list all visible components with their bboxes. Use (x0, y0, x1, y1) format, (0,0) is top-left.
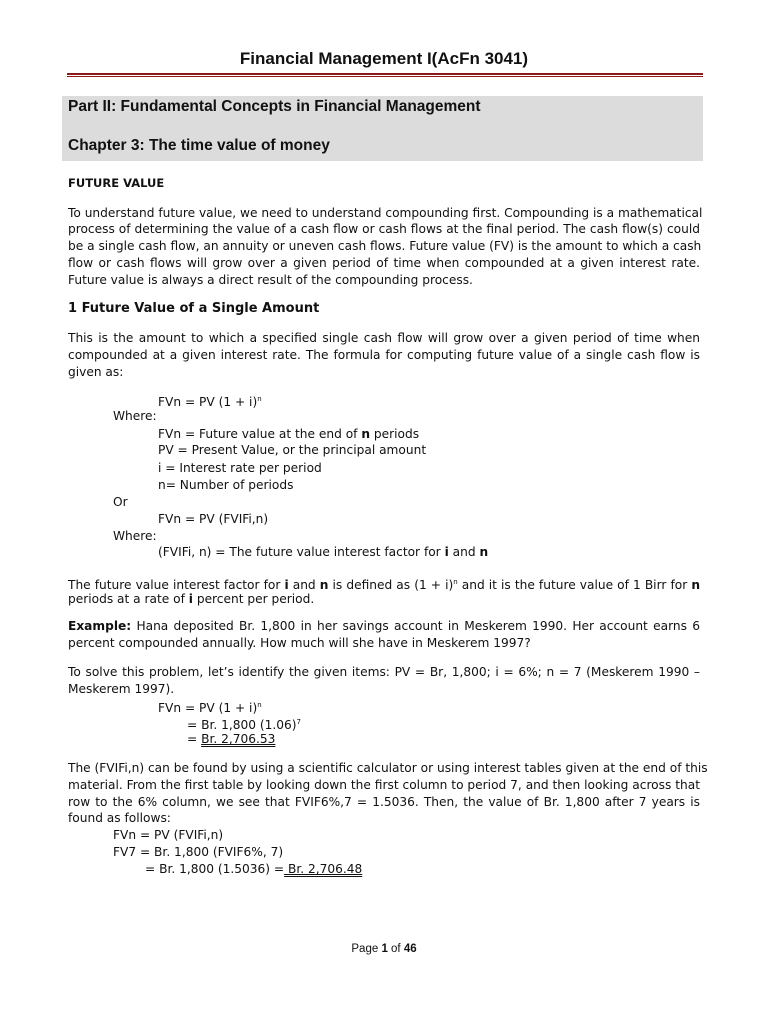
example-line: Example: Hana deposited Br. 1,800 in her savings account in Meskerem 1990. Her account earns 6 (68, 619, 700, 633)
solution-line: To solve this problem, let’s identify the given items: PV = Br, 1,800; i = 6%; n = 7 (Meskerem 1990 – (68, 665, 700, 679)
solution-line: Meskerem 1997). (68, 682, 175, 696)
header-rule-thick (67, 73, 703, 75)
intro-line: Future value is always a direct result of the compounding process. (68, 273, 473, 287)
where-label: Where: (113, 529, 157, 543)
calc-line: = Br. 1,800 $(1.06)^7$ (187, 718, 301, 732)
header-title: Financial Management I(AcFn 3041) (239, 49, 529, 68)
section-heading: FUTURE VALUE (68, 176, 165, 190)
intro-line: process of determining the value of a cash flow or cash flows at the final period. The cash flow(s) could (68, 222, 700, 236)
part-title: Part II: Fundamental Concepts in Financial Management (68, 98, 481, 115)
chapter-title: Chapter 3: The time value of money (68, 137, 330, 154)
paragraph-line: compounded at a given interest rate. The formula for computing future value of a single cash flow is (68, 348, 700, 362)
paragraph-line: material. From the first table by looking down the first column to period 7, and then looking across that (68, 778, 700, 792)
calc-line: FVn = PV (FVIFi,n) (113, 828, 224, 842)
where-label: Where: (113, 409, 157, 423)
paragraph-line: row to the 6% column, we see that FVIF6%,7 = 1.5036. Then, the value of Br. 1,800 after 7 years is (68, 795, 700, 809)
definition-line: n= Number of periods (158, 478, 294, 492)
calc-line: FVn = PV $(1 + i)^n$ (158, 701, 262, 715)
page-footer: Page 1 of 46 (351, 943, 417, 955)
intro-line: flow or cash flows will grow over a given period of time when compounded at a given interest rate. (68, 256, 700, 270)
paragraph-line: The future value interest factor for i and n is defined as $(1 + i)^n$ and it is the future value of 1 Birr for n (68, 578, 700, 592)
definition-line: i = Interest rate per period (158, 461, 322, 475)
subheading: 1 Future Value of a Single Amount (68, 301, 320, 316)
calc-result: = Br. 1,800 (1.5036) = Br. 2,706.48 (145, 862, 363, 876)
paragraph-line: periods at a rate of i percent per period. (68, 592, 315, 606)
definition-line: PV = Present Value, or the principal amount (158, 443, 427, 457)
paragraph-line: The (FVIFi,n) can be found by using a scientific calculator or using interest tables given at the end of this (68, 761, 708, 775)
paragraph-line: found as follows: (68, 811, 171, 825)
definition-line: FVn = Future value at the end of n periods (158, 427, 420, 441)
intro-line: To understand future value, we need to understand compounding first. Compounding is a mathematical (68, 206, 703, 220)
intro-line: be a single cash flow, an annuity or uneven cash flows. Future value (FV) is the amount to which a cash (68, 239, 702, 253)
example-line: percent compounded annually. How much will she have in Meskerem 1997? (68, 636, 531, 650)
header-rule-thin (67, 76, 703, 77)
definition-line: (FVIFi, n) = The future value interest factor for i and n (158, 545, 489, 559)
calc-line: FV7 = Br. 1,800 (FVIF6%, 7) (113, 845, 284, 859)
paragraph-line: given as: (68, 365, 124, 379)
calc-result: = Br. 2,706.53 (187, 732, 276, 746)
or-label: Or (113, 495, 128, 509)
paragraph-line: This is the amount to which a specified single cash flow will grow over a given period of time when (68, 331, 700, 345)
formula-line: FVn = PV (FVIFi,n) (158, 512, 269, 526)
formula-line: FVn = PV $(1 + i)^n$ (158, 395, 262, 409)
